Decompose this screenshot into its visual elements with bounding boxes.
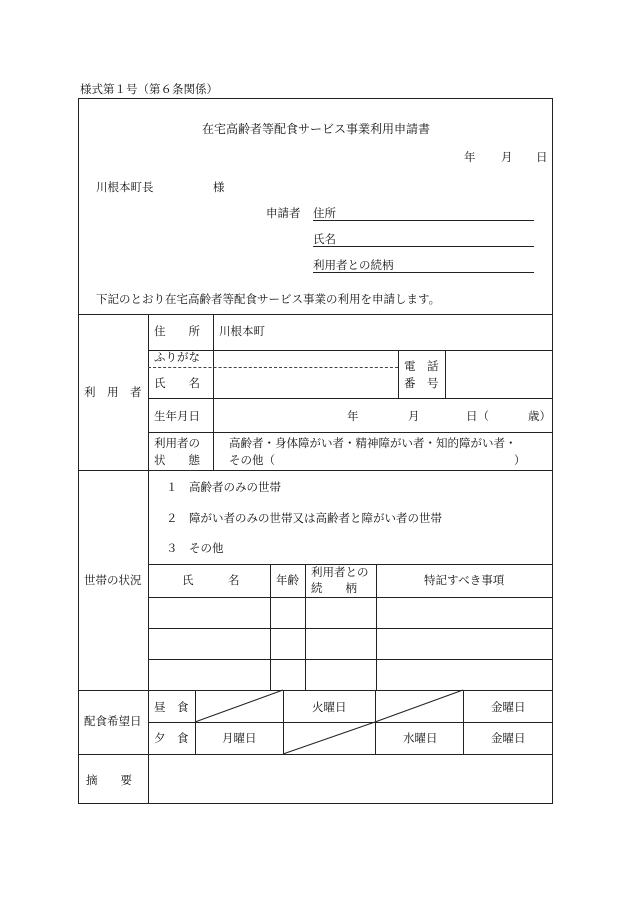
delivery-monday[interactable]: 月曜日	[222, 731, 257, 745]
birth-year: 年	[347, 409, 359, 423]
user-status-other[interactable]: その他（	[229, 453, 275, 467]
date-year: 年	[464, 150, 476, 164]
user-phone-label: 電 話	[404, 359, 439, 373]
user-status-label: 利用者の	[154, 436, 200, 450]
user-status-options[interactable]: 高齢者・身体障がい者・精神障がい者・知的障がい者・	[229, 436, 517, 450]
birth-month: 月	[408, 409, 420, 423]
household-header-age: 年齢	[276, 573, 299, 587]
applicant-name-field[interactable]	[313, 246, 534, 247]
row-line	[148, 350, 553, 351]
household-header-relation: 利用者との	[311, 565, 369, 579]
row-line	[148, 432, 553, 433]
household-col-divider	[376, 564, 377, 690]
wednesday-lunch-unavailable	[375, 690, 463, 722]
household-col-divider	[270, 564, 271, 690]
household-option-2[interactable]: ２ 障がい者のみの世帯又は高齢者と障がい者の世帯	[166, 511, 442, 525]
form-frame	[78, 98, 553, 804]
household-option-3[interactable]: ３ その他	[166, 541, 224, 555]
delivery-lunch-label: 昼 食	[154, 700, 189, 714]
household-col-divider	[305, 564, 306, 690]
form-title: 在宅高齢者等配食サービス事業利用申請書	[202, 122, 431, 136]
user-furigana-label: ふりがな	[154, 350, 200, 364]
label-column-divider	[148, 314, 149, 804]
delivery-wednesday[interactable]: 水曜日	[403, 731, 438, 745]
delivery-friday-dinner[interactable]: 金曜日	[491, 731, 526, 745]
section-divider	[78, 314, 553, 315]
remarks-label: 摘 要	[86, 773, 132, 787]
household-row-line	[148, 659, 553, 660]
section-divider	[78, 690, 553, 691]
addressee-suffix: 様	[213, 180, 225, 194]
date-month: 月	[501, 150, 513, 164]
household-section-label: 世帯の状況	[84, 573, 142, 587]
application-statement: 下記のとおり在宅高齢者等配食サービス事業の利用を申請します。	[96, 292, 441, 306]
addressee: 川根本町長	[96, 180, 154, 194]
household-row-line	[148, 597, 553, 598]
delivery-col-divider	[463, 690, 464, 754]
user-status-other-end: ）	[514, 453, 526, 467]
row-line	[148, 398, 553, 399]
delivery-dinner-label: 夕 食	[154, 731, 189, 745]
furigana-divider	[148, 367, 398, 368]
applicant-name-label: 氏名	[313, 232, 336, 246]
user-address-label: 住 所	[154, 324, 200, 338]
delivery-section-label: 配食希望日	[84, 714, 142, 728]
user-field-divider	[213, 314, 214, 470]
household-header-notes: 特記すべき事項	[424, 573, 505, 587]
tuesday-dinner-unavailable	[283, 722, 375, 754]
applicant-address-label: 住所	[313, 206, 336, 220]
phone-divider	[398, 350, 399, 398]
birth-age: 歳）	[528, 409, 551, 423]
section-divider	[78, 470, 553, 471]
household-option-1[interactable]: １ 高齢者のみの世帯	[166, 480, 281, 494]
delivery-tuesday[interactable]: 火曜日	[312, 700, 347, 714]
applicant-relation-label: 利用者との続柄	[313, 258, 394, 272]
monday-lunch-unavailable	[195, 690, 283, 722]
delivery-friday-lunch[interactable]: 金曜日	[491, 700, 526, 714]
user-name-label: 氏 名	[154, 376, 200, 390]
user-address-value[interactable]: 川根本町	[219, 324, 265, 338]
household-header-name: 氏 名	[182, 573, 240, 587]
birth-day: 日（	[466, 409, 489, 423]
applicant-label: 申請者	[266, 206, 301, 220]
date-day: 日	[536, 150, 548, 164]
form-number: 様式第１号（第６条関係）	[80, 82, 218, 96]
phone-divider	[445, 350, 446, 398]
user-section-label: 利 用 者	[84, 385, 142, 399]
applicant-address-field[interactable]	[313, 220, 534, 221]
household-header-relation-2: 続 柄	[311, 581, 357, 595]
remarks-field[interactable]	[149, 755, 552, 803]
user-birth-label: 生年月日	[154, 409, 200, 423]
household-row-line	[148, 628, 553, 629]
user-phone-label-2: 番 号	[404, 376, 439, 390]
user-status-label-2: 状 態	[154, 453, 200, 467]
applicant-relation-field[interactable]	[313, 272, 534, 273]
